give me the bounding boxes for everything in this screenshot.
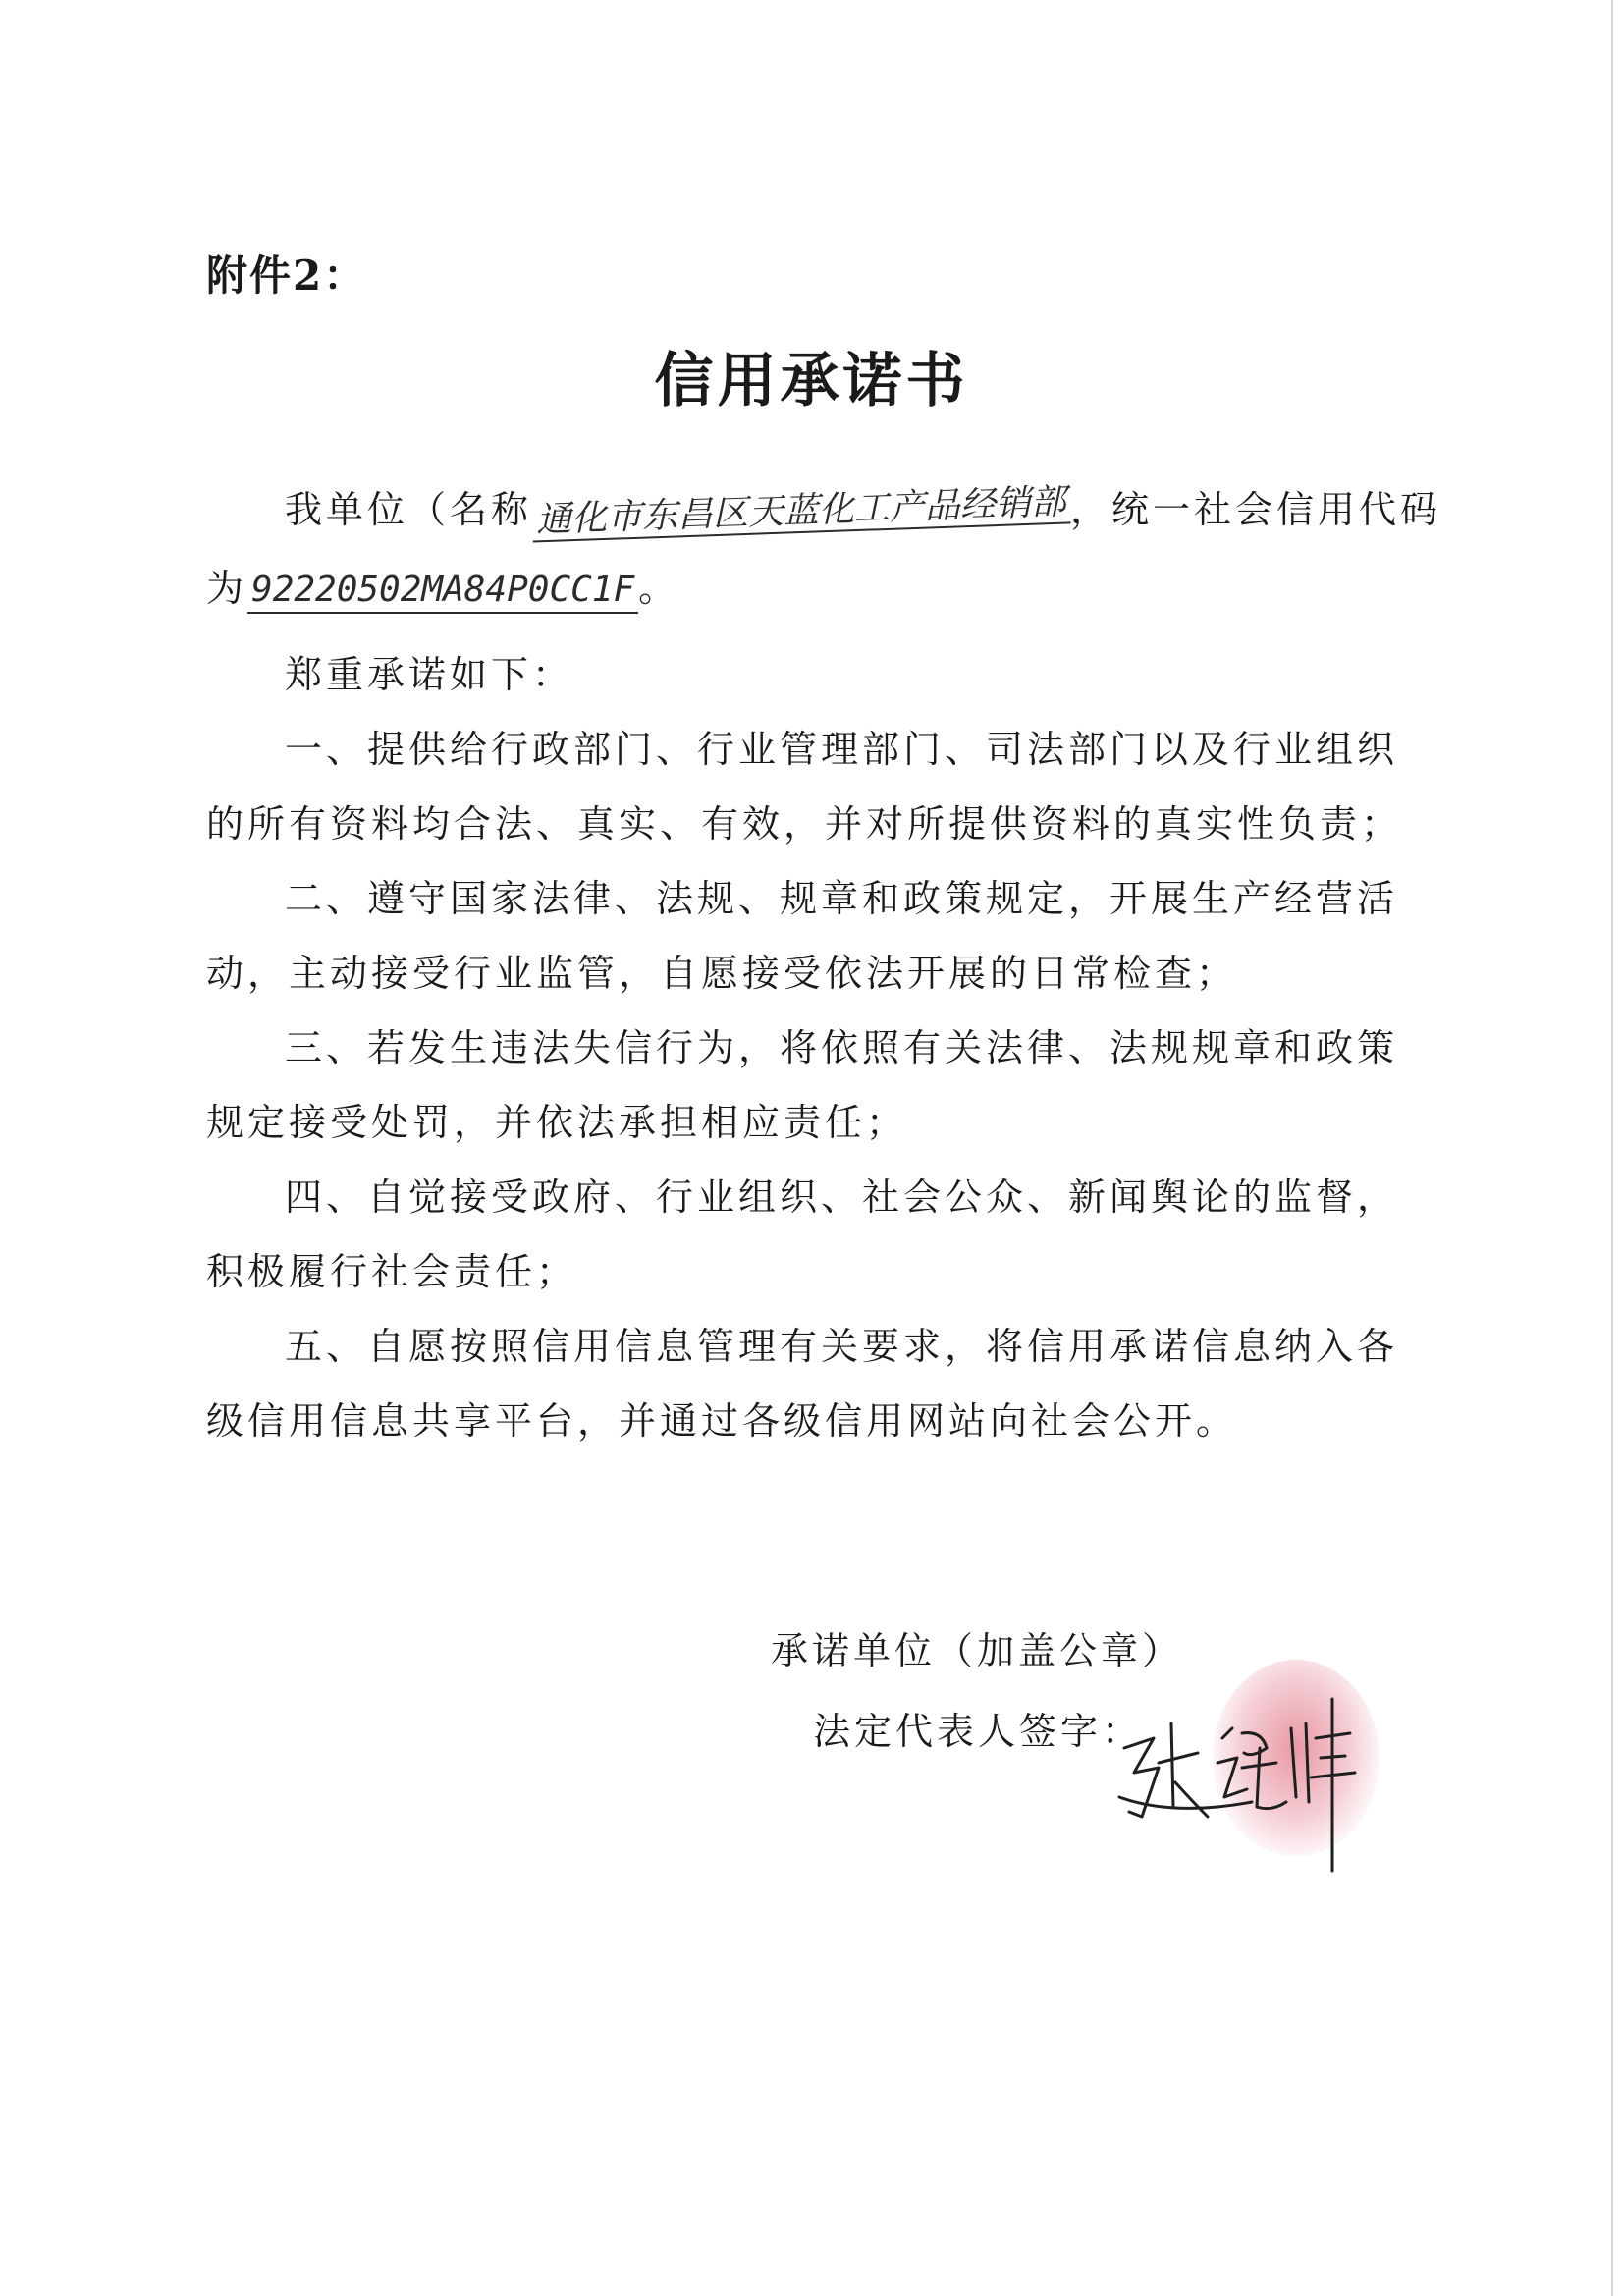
company-name-handwritten: 通化市东昌区天蓝化工产品经销部 xyxy=(531,484,1070,542)
attachment-label: 附件2： xyxy=(206,251,367,300)
handwritten-signature xyxy=(1114,1679,1399,1876)
page-title: 信用承诺书 xyxy=(654,347,969,415)
intro-line-2 xyxy=(206,567,680,610)
code-suffix: 。 xyxy=(638,567,680,610)
code-prefix: 为 xyxy=(206,567,248,610)
clause-3-line-2: 规定接受处罚，并依法承担相应责任； xyxy=(206,1101,908,1144)
clause-5-line-1: 五、自愿按照信用信息管理有关要求，将信用承诺信息纳入各 xyxy=(285,1325,1399,1368)
clause-5-line-2: 级信用信息共享平台，并通过各级信用网站向社会公开。 xyxy=(206,1399,1238,1443)
clause-4-line-2: 积极履行社会责任； xyxy=(206,1250,578,1293)
clause-2-line-2: 动，主动接受行业监管，自愿接受依法开展的日常检查； xyxy=(206,952,1238,995)
signature-area xyxy=(1114,1650,1399,1876)
promise-intro: 郑重承诺如下： xyxy=(285,653,574,696)
intro-line-1 xyxy=(285,481,1442,541)
promisor-label: 承诺单位（加盖公章） xyxy=(771,1629,1184,1672)
clause-3-line-1: 三、若发生违法失信行为，将依照有关法律、法规规章和政策 xyxy=(285,1026,1399,1069)
legal-rep-label: 法定代表人签字： xyxy=(813,1710,1144,1753)
clause-1-line-1: 一、提供给行政部门、行业管理部门、司法部门以及行业组织 xyxy=(285,728,1399,771)
intro-prefix: 我单位（名称 xyxy=(285,488,533,531)
credit-code-handwritten: 92220502MA84P0CC1F xyxy=(247,570,638,614)
clause-2-line-1: 二、遵守国家法律、法规、规章和政策规定，开展生产经营活 xyxy=(285,877,1399,920)
intro-suffix: ，统一社会信用代码 xyxy=(1070,488,1442,531)
clause-4-line-1: 四、自觉接受政府、行业组织、社会公众、新闻舆论的监督， xyxy=(285,1175,1399,1219)
clause-1-line-2: 的所有资料均合法、真实、有效，并对所提供资料的真实性负责； xyxy=(206,802,1403,846)
